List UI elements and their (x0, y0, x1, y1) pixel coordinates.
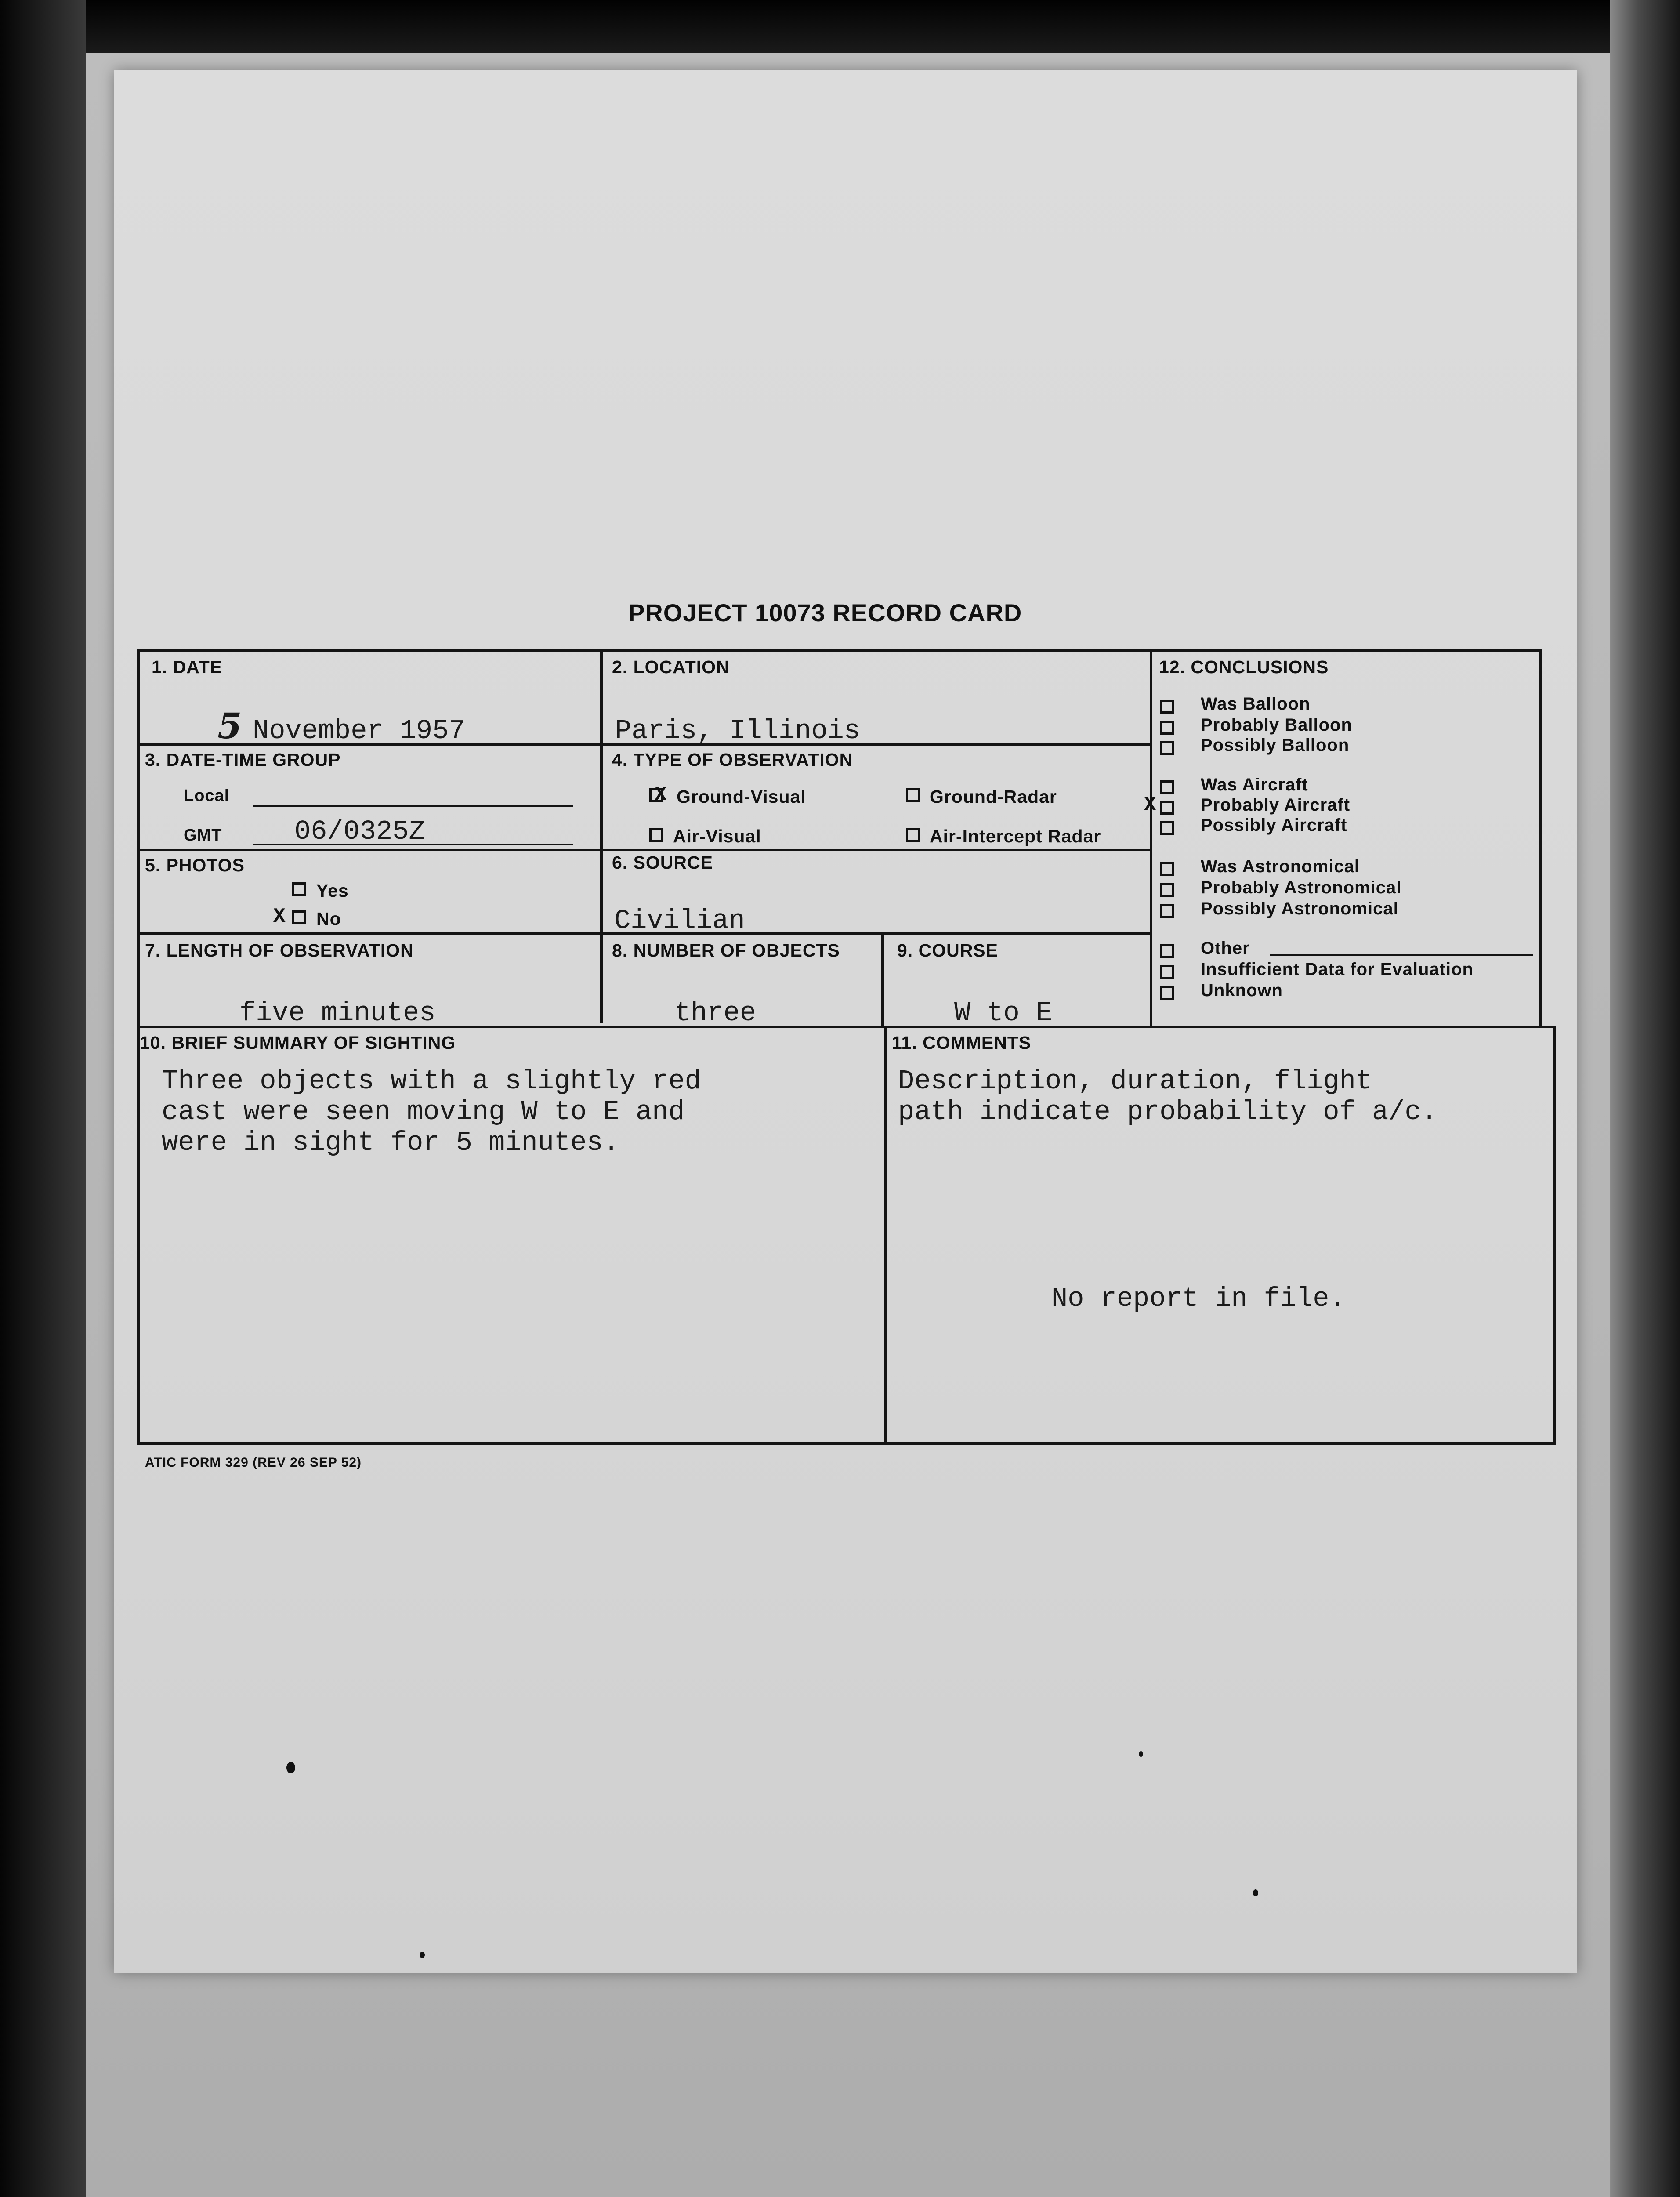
location-value: Paris, Illinois (615, 715, 861, 747)
date-label: 1. DATE (152, 657, 223, 677)
divider-summary-comments (884, 1026, 887, 1444)
ground-visual-label: Ground-Visual (677, 787, 806, 807)
scan-speck (1139, 1751, 1143, 1757)
air-intercept-radar-checkbox (906, 828, 920, 842)
possibly-aircraft-label: Possibly Aircraft (1201, 816, 1347, 835)
ground-radar-checkbox (906, 788, 920, 802)
row-line-2 (137, 849, 1152, 851)
other-checkbox (1160, 944, 1174, 958)
photo-border-right (1610, 0, 1680, 2197)
location-label: 2. LOCATION (612, 657, 730, 677)
possibly-aircraft-checkbox (1160, 821, 1174, 835)
card-title: PROJECT 10073 RECORD CARD (628, 599, 1022, 627)
was-aircraft-label: Was Aircraft (1201, 775, 1308, 794)
was-balloon-checkbox (1160, 700, 1174, 714)
was-aircraft-checkbox (1160, 780, 1174, 794)
was-balloon-label: Was Balloon (1201, 694, 1311, 714)
comments-line-1: Description, duration, flight (898, 1066, 1372, 1097)
divider-col-8-9 (881, 932, 884, 1026)
scan-speck (286, 1762, 295, 1773)
unknown-label: Unknown (1201, 981, 1283, 1000)
source-value: Civilian (614, 905, 745, 936)
ground-radar-label: Ground-Radar (930, 787, 1057, 807)
possibly-astronomical-label: Possibly Astronomical (1201, 899, 1399, 918)
unknown-checkbox (1160, 986, 1174, 1000)
conclusions-label: 12. CONCLUSIONS (1159, 657, 1329, 677)
length-of-observation-label: 7. LENGTH OF OBSERVATION (145, 940, 414, 961)
air-intercept-radar-label: Air-Intercept Radar (930, 826, 1101, 846)
length-of-observation-value: five minutes (239, 997, 436, 1029)
summary-line-1: Three objects with a slightly red (162, 1066, 701, 1097)
probably-astronomical-label: Probably Astronomical (1201, 878, 1402, 897)
possibly-balloon-label: Possibly Balloon (1201, 736, 1350, 755)
other-underline (1270, 954, 1533, 956)
probably-aircraft-label: Probably Aircraft (1201, 795, 1351, 815)
frame-right-bottom (1553, 1026, 1556, 1445)
probably-aircraft-x-mark: X (1144, 794, 1156, 816)
scan-speck (1253, 1889, 1258, 1896)
probably-balloon-checkbox (1160, 721, 1174, 735)
comments-line-2: path indicate probability of a/c. (898, 1096, 1437, 1128)
photos-no-x-mark: X (273, 905, 286, 928)
comments-label: 11. COMMENTS (892, 1033, 1032, 1053)
comments-note: No report in file. (1051, 1283, 1346, 1314)
air-visual-label: Air-Visual (673, 826, 761, 846)
was-astronomical-checkbox (1160, 862, 1174, 876)
photo-border-top (0, 0, 1680, 53)
number-of-objects-label: 8. NUMBER OF OBJECTS (612, 940, 840, 961)
frame-right-top (1539, 649, 1542, 1027)
photos-label: 5. PHOTOS (145, 855, 245, 875)
photo-border-left (0, 0, 86, 2197)
gmt-value: 06/0325Z (294, 816, 425, 847)
date-day-handwritten: 5 (217, 705, 242, 747)
summary-label: 10. BRIEF SUMMARY OF SIGHTING (140, 1033, 456, 1053)
air-visual-checkbox (649, 828, 663, 842)
source-label: 6. SOURCE (612, 852, 713, 873)
photos-no-label: No (316, 909, 341, 929)
type-of-observation-label: 4. TYPE OF OBSERVATION (612, 750, 853, 770)
photos-yes-label: Yes (316, 881, 349, 901)
ground-visual-x-mark: X (655, 783, 667, 806)
insufficient-data-label: Insufficient Data for Evaluation (1201, 960, 1474, 979)
date-value: November 1957 (253, 715, 465, 747)
probably-astronomical-checkbox (1160, 883, 1174, 897)
possibly-balloon-checkbox (1160, 741, 1174, 755)
photos-yes-checkbox (292, 882, 306, 896)
summary-line-3: were in sight for 5 minutes. (162, 1127, 619, 1158)
summary-line-2: cast were seen moving W to E and (162, 1096, 685, 1128)
probably-aircraft-checkbox (1160, 801, 1174, 815)
course-value: W to E (954, 997, 1053, 1029)
scan-speck (420, 1952, 425, 1958)
divider-col-2 (1150, 649, 1152, 1027)
frame-top (137, 649, 1541, 652)
course-label: 9. COURSE (897, 940, 998, 961)
gmt-label: GMT (184, 826, 222, 845)
local-underline (253, 805, 573, 807)
possibly-astronomical-checkbox (1160, 904, 1174, 918)
local-label: Local (184, 787, 230, 805)
other-label: Other (1201, 939, 1250, 958)
photos-no-checkbox (292, 910, 306, 924)
probably-balloon-label: Probably Balloon (1201, 715, 1352, 735)
form-number: ATIC FORM 329 (REV 26 SEP 52) (145, 1455, 362, 1470)
was-astronomical-label: Was Astronomical (1201, 857, 1360, 876)
frame-bottom (137, 1442, 1555, 1445)
divider-col-1 (600, 649, 603, 1023)
date-time-group-label: 3. DATE-TIME GROUP (145, 750, 341, 770)
number-of-objects-value: three (674, 997, 757, 1029)
insufficient-data-checkbox (1160, 965, 1174, 979)
